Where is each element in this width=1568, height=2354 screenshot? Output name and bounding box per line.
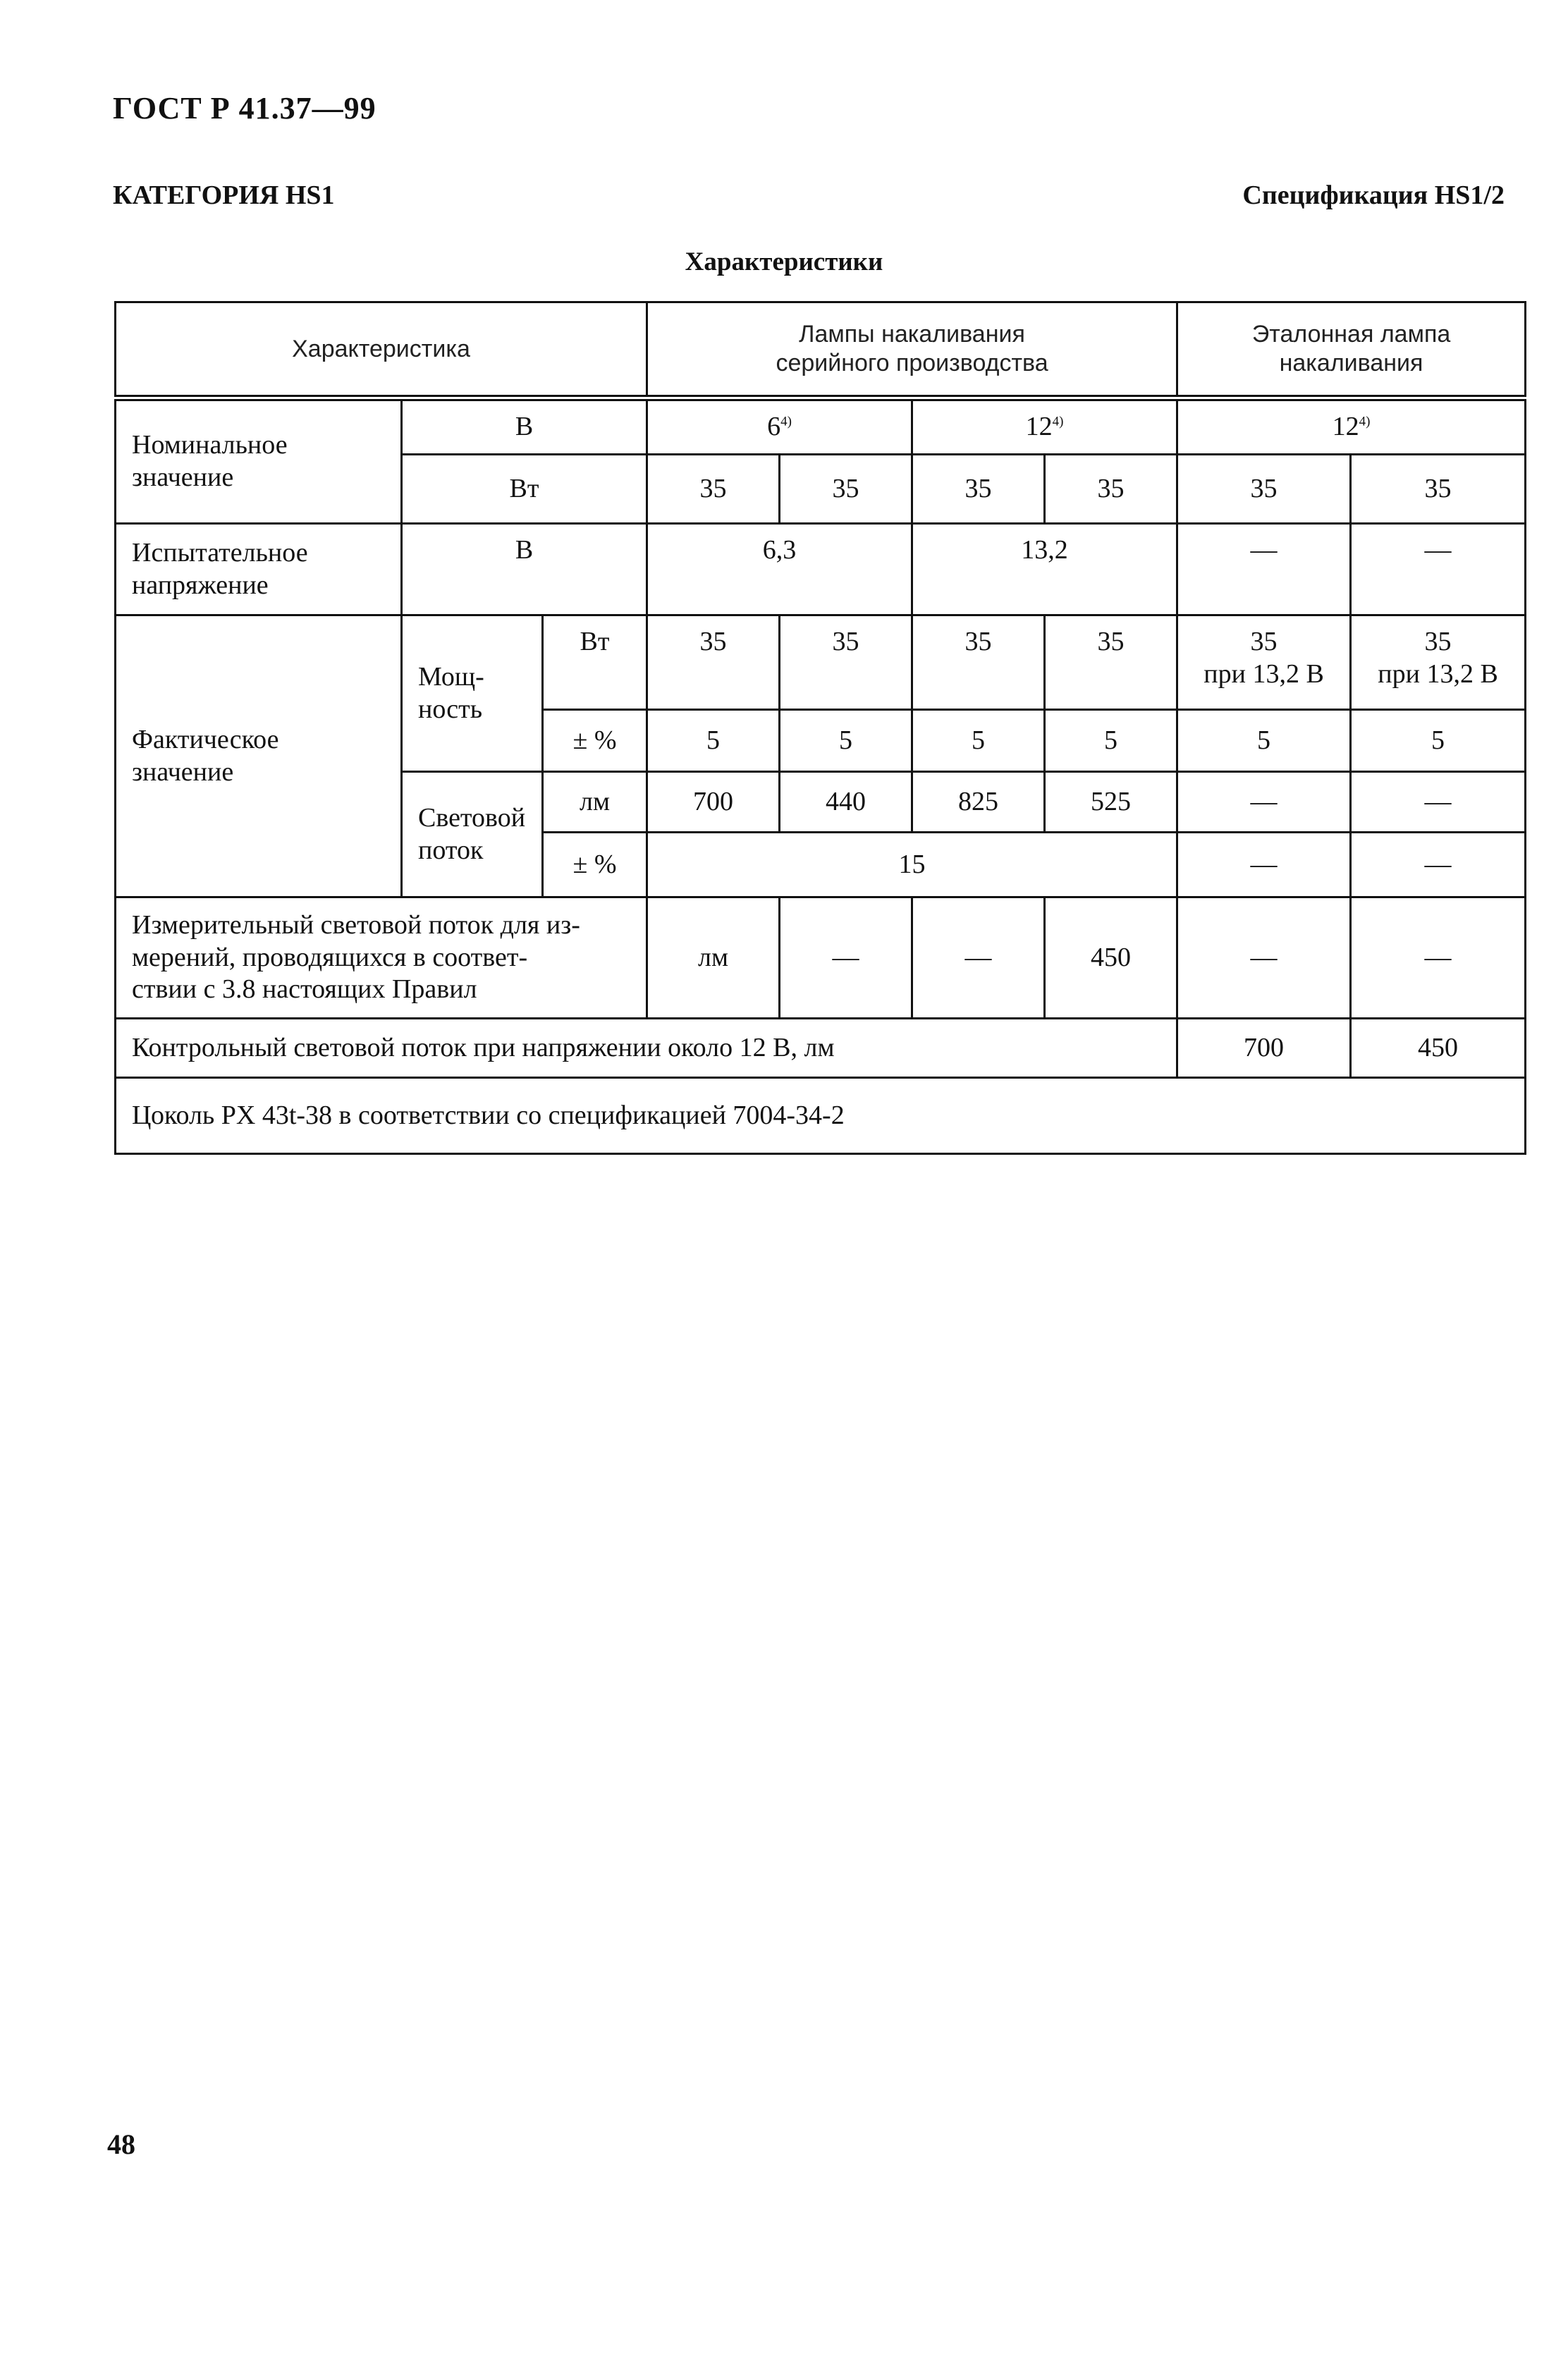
actual-power-row	[116, 615, 1526, 710]
header-serial-line2: серийного производства	[776, 350, 1048, 376]
power-label-line2: ность	[418, 694, 483, 724]
power-tolerance-cell: 5	[1045, 710, 1177, 772]
nominal-voltage-unit: В	[402, 398, 647, 455]
flux-tolerance-value: 15	[647, 833, 1177, 897]
flux-tolerance-unit: ± %	[543, 833, 647, 897]
power-unit: Вт	[543, 615, 647, 710]
control-flux-cell: 450	[1351, 1019, 1526, 1078]
actual-power-cell: 35	[1045, 615, 1177, 710]
nominal-label	[116, 398, 402, 524]
test-voltage-reference-cell: —	[1351, 524, 1526, 615]
nominal-wattage-cell: 35	[912, 455, 1045, 524]
luminous-flux-unit: лм	[543, 772, 647, 833]
actual-power-reference-condition: при 13,2 В	[1203, 658, 1324, 689]
document-number: ГОСТ Р 41.37—99	[113, 91, 376, 125]
category-heading: КАТЕГОРИЯ HS1	[113, 180, 335, 210]
measuring-flux-row	[116, 897, 1526, 1019]
power-tolerance-cell: 5	[1351, 710, 1526, 772]
footnote-mark: 4)	[1052, 414, 1064, 429]
nominal-voltage-reference	[1177, 398, 1526, 455]
nominal-wattage-cell: 35	[647, 455, 780, 524]
test-voltage-row	[116, 524, 1526, 615]
nominal-voltage-12-value: 12	[1025, 412, 1053, 442]
header-characteristic	[116, 302, 647, 398]
nominal-voltage-6-value: 6	[767, 412, 781, 442]
measuring-flux-label-line3: ствии с 3.8 настоящих Правил	[132, 974, 477, 1005]
control-flux-row	[116, 1019, 1526, 1078]
characteristics-table	[114, 301, 1526, 1155]
test-voltage-12: 13,2	[912, 524, 1177, 615]
page-number: 48	[107, 2128, 135, 2160]
nominal-wattage-cell: 35	[1177, 455, 1351, 524]
header-serial-line1: Лампы накаливания	[799, 321, 1025, 348]
table-header-row	[116, 302, 1526, 398]
test-voltage-reference-cell: —	[1177, 524, 1351, 615]
actual-power-reference-value: 35	[1250, 627, 1278, 656]
luminous-flux-label	[402, 772, 543, 897]
luminous-flux-label-line1: Световой	[418, 802, 526, 833]
measuring-flux-label-line2: мерений, проводящихся в соответ-	[132, 942, 528, 972]
test-voltage-label-line2: напряжение	[132, 570, 269, 600]
actual-power-reference-condition: при 13,2 В	[1378, 658, 1498, 689]
power-label-line1: Мощ-	[418, 661, 484, 692]
header-reference-lamp	[1177, 302, 1526, 398]
measuring-flux-cell: —	[1351, 897, 1526, 1019]
measuring-flux-unit: лм	[647, 897, 780, 1019]
base-row	[116, 1078, 1526, 1154]
nominal-wattage-unit: Вт	[402, 455, 647, 524]
base-text: Цоколь PX 43t-38 в соответствии со спецификацией 7004-34-2	[116, 1078, 1526, 1154]
header-reference-line2: накаливания	[1279, 350, 1423, 376]
header-reference-line1: Эталонная лампа	[1251, 321, 1451, 348]
actual-label-line2: значение	[132, 756, 234, 787]
test-voltage-label	[116, 524, 402, 615]
header-serial-lamps	[647, 302, 1177, 398]
nominal-voltage-12	[912, 398, 1177, 455]
nominal-voltage-6	[647, 398, 912, 455]
power-tolerance-cell: 5	[912, 710, 1045, 772]
nominal-voltage-row	[116, 398, 1526, 455]
measuring-flux-cell: —	[912, 897, 1045, 1019]
nominal-voltage-reference-value: 12	[1332, 412, 1359, 442]
power-tolerance-cell: 5	[647, 710, 780, 772]
test-voltage-6: 6,3	[647, 524, 912, 615]
control-flux-label: Контрольный световой поток при напряжении около 12 В, лм	[116, 1019, 1177, 1078]
luminous-flux-cell: 525	[1045, 772, 1177, 833]
nominal-label-line1: Номинальное	[132, 430, 288, 460]
power-tolerance-cell: 5	[1177, 710, 1351, 772]
actual-label	[116, 615, 402, 897]
luminous-flux-reference-cell: —	[1351, 772, 1526, 833]
flux-tolerance-reference-cell: —	[1177, 833, 1351, 897]
test-voltage-unit: В	[402, 524, 647, 615]
nominal-wattage-cell: 35	[780, 455, 912, 524]
control-flux-cell: 700	[1177, 1019, 1351, 1078]
nominal-wattage-cell: 35	[1045, 455, 1177, 524]
actual-power-cell: 35	[780, 615, 912, 710]
measuring-flux-label-line1: Измерительный световой поток для из-	[132, 910, 580, 940]
actual-power-reference-cell	[1177, 615, 1351, 710]
footnote-mark: 4)	[1359, 414, 1371, 429]
measuring-flux-cell: 450	[1045, 897, 1177, 1019]
luminous-flux-cell: 440	[780, 772, 912, 833]
footnote-mark: 4)	[780, 414, 792, 429]
luminous-flux-label-line2: поток	[418, 835, 484, 865]
header-characteristic-text: Характеристика	[292, 335, 470, 362]
actual-power-cell: 35	[647, 615, 780, 710]
power-label	[402, 615, 543, 772]
power-tolerance-unit: ± %	[543, 710, 647, 772]
measuring-flux-label	[116, 897, 647, 1019]
test-voltage-label-line1: Испытательное	[132, 537, 308, 568]
luminous-flux-cell: 700	[647, 772, 780, 833]
flux-tolerance-reference-cell: —	[1351, 833, 1526, 897]
actual-power-reference-cell	[1351, 615, 1526, 710]
measuring-flux-cell: —	[1177, 897, 1351, 1019]
specification-heading: Спецификация HS1/2	[1242, 180, 1505, 210]
luminous-flux-reference-cell: —	[1177, 772, 1351, 833]
actual-power-cell: 35	[912, 615, 1045, 710]
nominal-wattage-cell: 35	[1351, 455, 1526, 524]
measuring-flux-cell: —	[780, 897, 912, 1019]
table-title: Характеристики	[685, 247, 883, 276]
actual-label-line1: Фактическое	[132, 724, 279, 754]
nominal-label-line2: значение	[132, 462, 234, 492]
power-tolerance-cell: 5	[780, 710, 912, 772]
luminous-flux-cell: 825	[912, 772, 1045, 833]
actual-power-reference-value: 35	[1424, 627, 1452, 656]
